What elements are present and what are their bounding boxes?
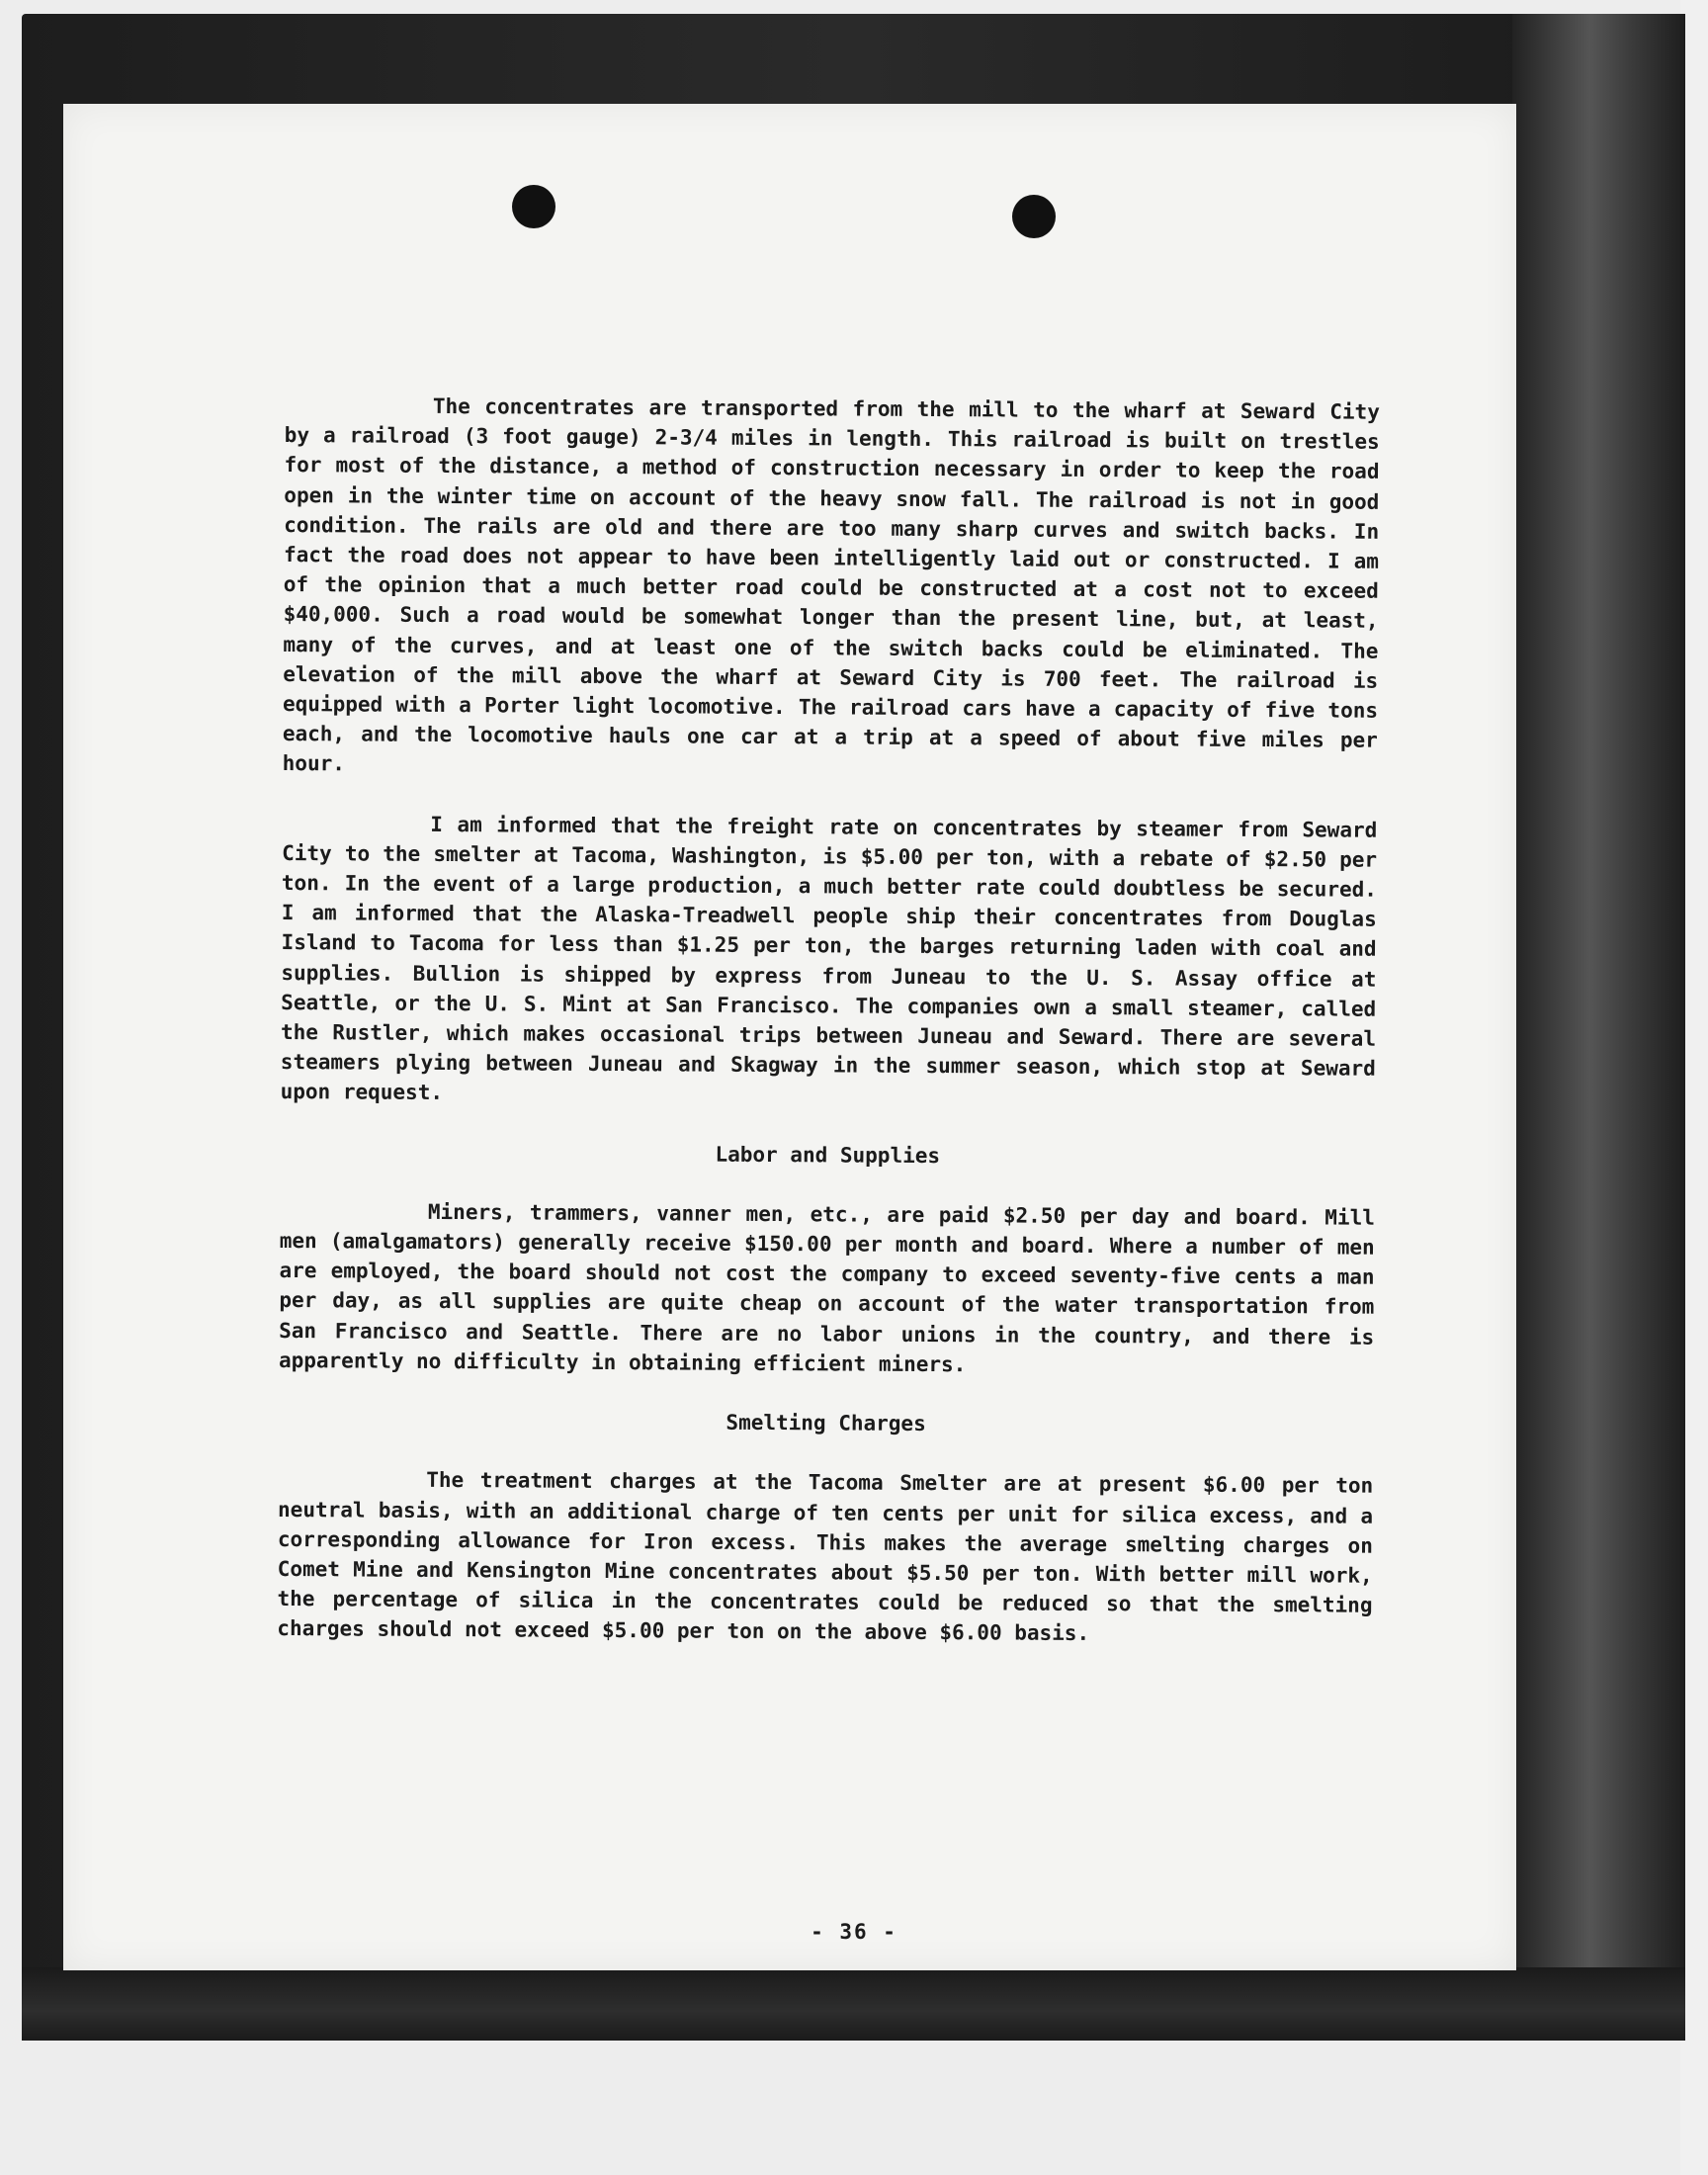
document-body [277,391,1380,1650]
heading-smelting-charges: Smelting Charges [726,1410,926,1436]
paragraph-freight: I am informed that the freight rate on concentrates by steamer from Seward City to the smelter at Tacoma, Washington, is $5.00 per ton, with a rebate of $2.50 per ton. In the event of a large production, a much better rate could doubtless be secured. I am informed that the Alaska-Treadwell people ship their concentrates from Douglas Island to Tacoma for less than $1.25 per ton, the barges returning laden with coal and supplies. Bullion is shipped by express from Juneau to the U. S. Assay office at Seattle, or the U. S. Mint at San Francisco. The companies own a small steamer, called the Rustler, which makes occasional trips between Juneau and Seward. There are several steamers plying between Juneau and Skagway in the summer season, which stop at Seward upon request. [280,812,1378,1105]
punch-hole [1012,195,1056,238]
frame-shade-bottom [22,1967,1685,2041]
frame-shade-right [1512,14,1685,2041]
paragraph-railroad: The concentrates are transported from the mill to the wharf at Seward City by a railroad (3 foot gauge) 2-3/4 miles in length. This railroad is built on trestles for most of the distance, a method of construction necessary in order to keep the road open in the winter time on account of the heavy snow fall. The railroad is not in good condition. The rails are old and there are too many sharp curves and switch backs. In fact the road does not appear to have been intelligently laid out or constructed. I am of the opinion that a much better road could be constructed at a cost not to exceed $40,000. Such a road would be somewhat longer than the present line, but, at least, many of the curves, and at least one of the switch backs could be eliminated. The elevation of the mill above the wharf at Seward City is 700 feet. The railroad is equipped with a Porter light locomotive. The railroad cars have a capacity of five tons each, and the locomotive hauls one car at a trip at a speed of about five miles per hour. [282,393,1380,776]
punch-hole [512,185,555,228]
paragraph-labor: Miners, trammers, vanner men, etc., are paid $2.50 per day and board. Mill men (amalgamators) generally receive $150.00 per month and board. Where a number of men are employed, the board should not cost the company to exceed seventy-five cents a man per day, as all supplies are quite cheap on account of the water transportation from San Francisco and Seattle. There are no labor unions in the country, and there is apparently no difficulty in obtaining efficient miners. [278,1199,1375,1377]
page-number: - 36 - [811,1920,897,1944]
paragraph-smelting: The treatment charges at the Tacoma Smelter are at present $6.00 per ton neutral basis, with an additional charge of ten cents per unit for silica excess, and a corresponding allowance for Iron excess. This makes the average smelting charges on Comet Mine and Kensington Mine concentrates about $5.50 per ton. With better mill work, the percentage of silica in the concentrates could be reduced so that the smelting charges should not exceed $5.00 per ton on the above $6.00 basis. [277,1468,1374,1646]
heading-labor-supplies: Labor and Supplies [715,1142,941,1168]
